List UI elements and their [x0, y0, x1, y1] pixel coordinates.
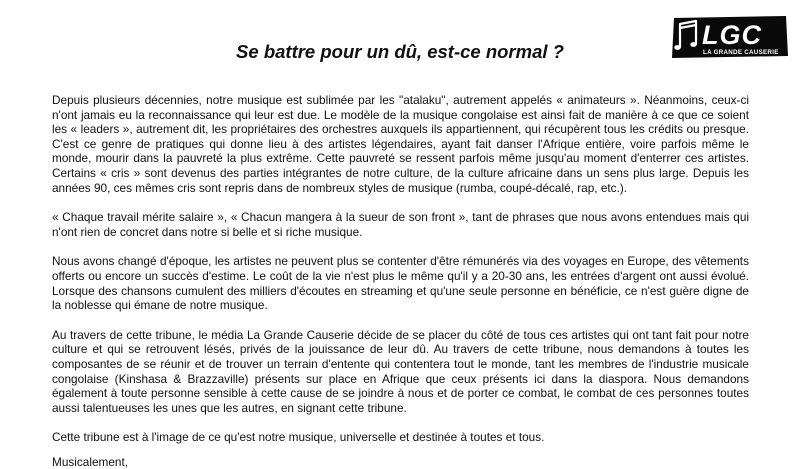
logo-sub-text: LA GRANDE CAUSERIE — [703, 49, 779, 56]
document-body — [52, 93, 749, 469]
logo-big-text: LGC — [702, 20, 762, 50]
paragraph-2: « Chaque travail mérite salaire », « Chacun mangera à la sueur de son front », tant de phrases que nous avons entendues mais qui n'ont rien de concret dans notre si belle et si riche musique. — [52, 210, 749, 239]
document-title: Se battre pour un dû, est-ce normal ? — [236, 41, 564, 62]
paragraph-5: Cette tribune est à l'image de ce qu'est notre musique, universelle et destinée à toutes et tous. — [52, 430, 545, 445]
signoff: Musicalement, — [52, 454, 129, 469]
paragraph-3: Nous avons changé d'époque, les artistes ne peuvent plus se contenter d'être rémunérés via des voyages en Europe, des vêtements offerts ou encore un succès d'estime. Le coût de la vie n'est plus le même qu'il y a 20-30 ans, les entrées d'argent ont aussi évolué. Lorsque des chansons cumulent des milliers d'écoutes en streaming et qu'une seule personne en bénéficie, ce n'est guère digne de la noblesse qui émane de notre musique. — [52, 254, 749, 313]
paragraph-1: Depuis plusieurs décennies, notre musique est sublimée par les "atalaku", autrement appelés « animateurs ». Néanmoins, ceux-ci n'ont jamais eu la reconnaissance qui leur est due. Le modèle de la musique congolaise est ainsi fait de manière à ce que ce soient les « leaders », autrement dit, les propriétaires des orchestres auxquels ils appartiennent, qui récupèrent tous les crédits ou presque. C'est ce genre de pratiques qui donne lieu à des artistes légendaires, ayant fait danser l'Afrique entière, voire parfois même le monde, mourir dans la pauvreté la plus extrême. Cette pauvreté se ressent parfois même jusqu'au moment d'enterrer ces artistes. Certains « cris » sont devenus des parties intégrantes de notre culture, de la culture africaine dans un sens plus large. Depuis les années 90, ces mêmes cris sont repris dans de nombreux styles de musique (rumba, coupé-décalé, rap, etc.). — [52, 93, 749, 195]
paragraph-4: Au travers de cette tribune, le média La Grande Causerie décide de se placer du côté de tous ces artistes qui ont tant fait pour notre culture et qui se retrouvent lésés, privés de la jouissance de leur dû. Au travers de cette tribune, nous demandons à toutes les composantes de se réunir et de trouver un terrain d'entente qui contentera tout le monde, tant les membres de l'industrie musicale congolaise (Kinshasa & Brazzaville) présents sur place en Afrique que ceux présents ici dans la diaspora. Nous demandons également à toute personne sensible à cette cause de se joindre à nous et de porter ce combat, le combat de ces personnes toutes aussi talentueuses les unes que les autres, en signant cette tribune. — [52, 327, 749, 415]
